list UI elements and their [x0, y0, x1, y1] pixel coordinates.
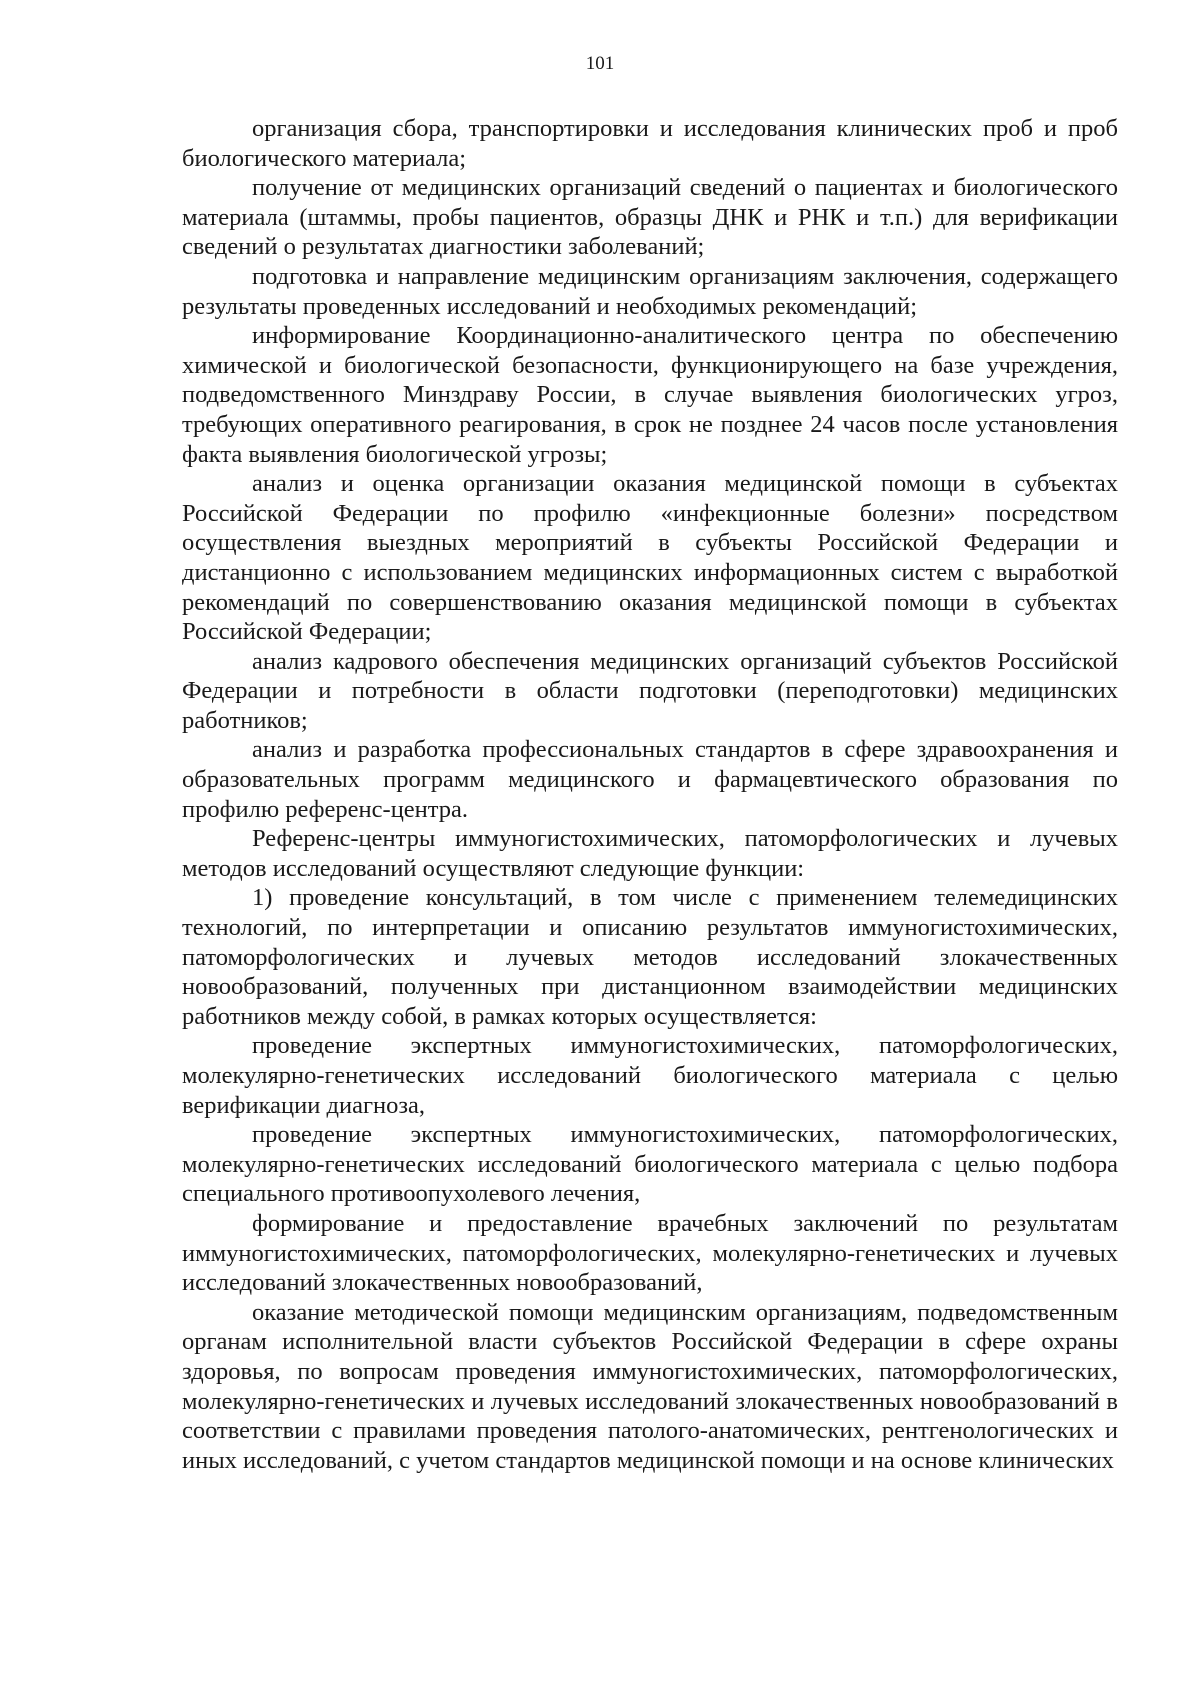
paragraph: анализ кадрового обеспечения медицинских организаций субъектов Российской Федерации и потребности в области подготовки (переподготовки) медицинских работников;	[182, 647, 1118, 734]
document-body	[182, 114, 1118, 1475]
paragraph: 1) проведение консультаций, в том числе с применением телемедицинских технологий, по интерпретации и описанию результатов иммуногистохимических, патоморфологических и лучевых методов исследований злокачественных новообразований, полученных при дистанционном взаимодействии медицинских работников между собой, в рамках которых осуществляется:	[182, 884, 1118, 1030]
paragraph: Референс-центры иммуногистохимических, патоморфологических и лучевых методов исследований осуществляют следующие функции:	[182, 825, 1118, 882]
paragraph: подготовка и направление медицинским организациям заключения, содержащего результаты проведенных исследований и необходимых рекомендаций;	[182, 262, 1118, 320]
paragraph: анализ и оценка организации оказания медицинской помощи в субъектах Российской Федерации по профилю «инфекционные болезни» посредством осуществления выездных мероприятий в субъекты Российской Федерации и дистанционно с использованием медицинских информационных систем с выработкой рекомендаций по совершенствованию оказания медицинской помощи в субъектах Российской Федерации;	[182, 470, 1118, 646]
paragraph: оказание методической помощи медицинским организациям, подведомственным органам исполнительной власти субъектов Российской Федерации в сфере охраны здоровья, по вопросам проведения иммуногистохимических, патоморфологических, молекулярно-генетических и лучевых исследований злокачественных новообразований в соответствии с правилами проведения патолого-анатомических, рентгенологических и иных исследований, с учетом стандартов медицинской помощи и на основе клинических	[182, 1298, 1118, 1474]
paragraph: информирование Координационно-аналитического центра по обеспечению химической и биологической безопасности, функционирующего на базе учреждения, подведомственного Минздраву России, в случае выявления биологических угроз, требующих оперативного реагирования, в срок не позднее 24 часов после установления факта выявления биологической угрозы;	[182, 322, 1118, 468]
paragraph: анализ и разработка профессиональных стандартов в сфере здравоохранения и образовательных программ медицинского и фармацевтического образования по профилю референс-центра.	[182, 736, 1118, 823]
paragraph: проведение экспертных иммуногистохимических, патоморфологических, молекулярно-генетических исследований биологического материала с целью верификации диагноза,	[182, 1032, 1118, 1119]
paragraph: организация сбора, транспортировки и исследования клинических проб и проб биологического материала;	[182, 115, 1118, 172]
page-number: 101	[585, 53, 615, 74]
paragraph: получение от медицинских организаций сведений о пациентах и биологического материала (штаммы, пробы пациентов, образцы ДНК и РНК и т.п.) для верификации сведений о результатах диагностики заболеваний;	[182, 174, 1118, 261]
paragraph: проведение экспертных иммуногистохимических, патоморфологических, молекулярно-генетических исследований биологического материала с целью подбора специального противоопухолевого лечения,	[182, 1121, 1118, 1208]
paragraph: формирование и предоставление врачебных заключений по результатам иммуногистохимических, патоморфологических, молекулярно-генетических и лучевых исследований злокачественных новообразований,	[182, 1209, 1118, 1297]
